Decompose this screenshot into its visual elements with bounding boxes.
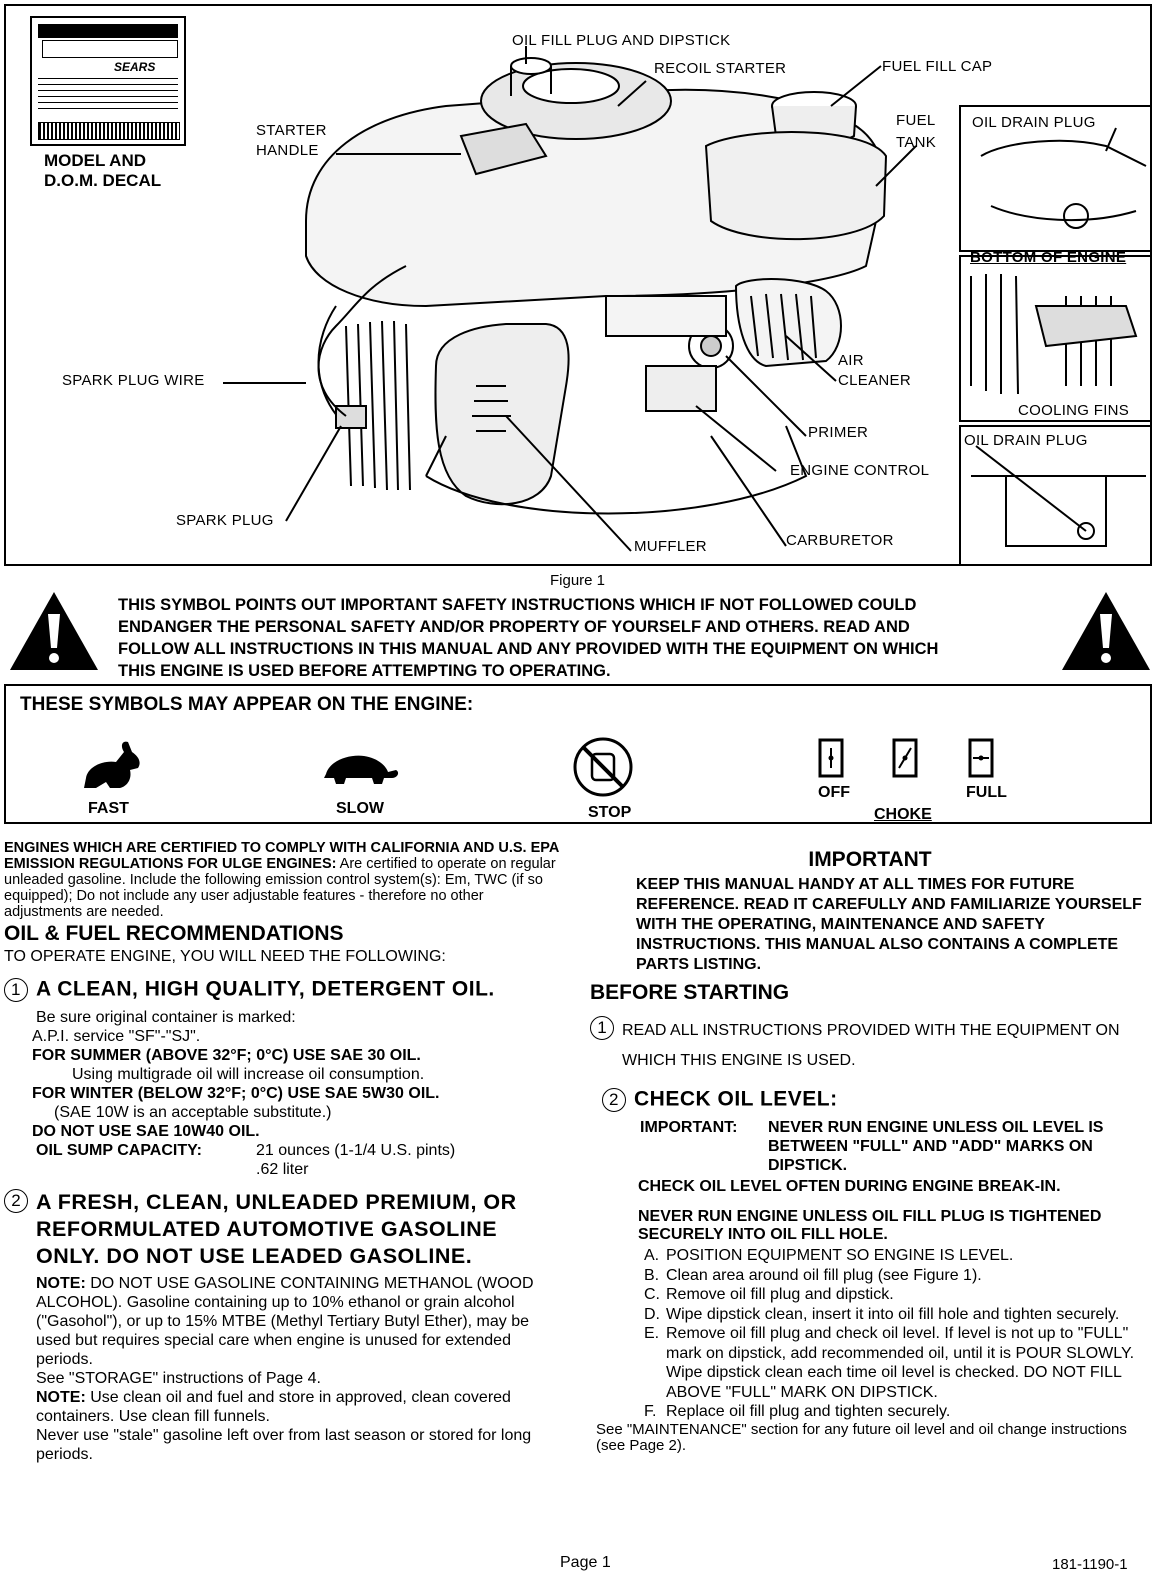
- symbol-off-label: OFF: [818, 784, 850, 801]
- list-item: E. Remove oil fill plug and check oil level. If level is not up to "FULL" mark on dipstick, add recommended oil, until it is POUR SLOWLY. Wipe dipstick clean each time oil level is checked. DO NOT FILL ABOVE "FULL" MARK ON DIPSTICK.: [644, 1325, 1135, 1401]
- important-oil-note: IMPORTANT: NEVER RUN ENGINE UNLESS OIL LEVEL IS BETWEEN "FULL" AND "ADD" MARKS ON DIPSTICK.: [640, 1119, 1104, 1174]
- list-item: A. POSITION EQUIPMENT SO ENGINE IS LEVEL.: [644, 1247, 1014, 1264]
- symbols-title: THESE SYMBOLS MAY APPEAR ON THE ENGINE:: [20, 694, 474, 715]
- list-item: C. Remove oil fill plug and dipstick.: [644, 1286, 894, 1303]
- symbol-choke-label: CHOKE: [874, 806, 932, 823]
- to-operate-text: TO OPERATE ENGINE, YOU WILL NEED THE FOLLOWING:: [4, 948, 446, 965]
- symbol-slow-label: SLOW: [336, 800, 384, 817]
- label-air-cleaner-1: AIR: [838, 352, 864, 369]
- rabbit-icon: [76, 738, 146, 794]
- list-item: D. Wipe dipstick clean, insert it into oil fill hole and tighten securely.: [644, 1305, 1120, 1323]
- decal-caption: MODEL AND D.O.M. DECAL: [44, 151, 162, 190]
- label-starter-handle-1: STARTER: [256, 122, 327, 139]
- important-heading: IMPORTANT: [808, 848, 932, 871]
- note-containers: NOTE: Use clean oil and fuel and store in approved, clean covered containers. Use clean fill funnels.: [36, 1389, 511, 1425]
- label-primer: PRIMER: [808, 424, 869, 441]
- check-oil-heading: 2 CHECK OIL LEVEL:: [590, 1088, 1150, 1112]
- sump-capacity-liter: .62 liter: [256, 1161, 309, 1178]
- document-number: 181-1190-1: [1052, 1556, 1128, 1573]
- oil-heading: 1 A CLEAN, HIGH QUALITY, DETERGENT OIL.: [4, 978, 560, 1002]
- stop-icon: [572, 736, 634, 798]
- never-run-note: NEVER RUN ENGINE UNLESS OIL FILL PLUG IS TIGHTENED SECURELY INTO OIL FILL HOLE.: [638, 1208, 1102, 1243]
- note-methanol: NOTE: DO NOT USE GASOLINE CONTAINING METHANOL (WOOD ALCOHOL). Gasoline containing up to 10% ethanol or grain alcohol ("Gasohol"), or up to 15% MTBE (Methyl Tertiary Butyl Ether), may be used but requires special care when engine is unused for extended periods.: [36, 1275, 534, 1368]
- label-cooling-fins: COOLING FINS: [1018, 402, 1130, 419]
- label-fuel-tank-2: TANK: [896, 134, 937, 151]
- label-muffler: MUFFLER: [634, 538, 707, 555]
- check-often: CHECK OIL LEVEL OFTEN DURING ENGINE BREAK-IN.: [638, 1178, 1061, 1195]
- summer-oil: FOR SUMMER (ABOVE 32°F; 0°C) USE SAE 30 OIL.: [32, 1047, 421, 1064]
- before-starting-heading: BEFORE STARTING: [590, 981, 790, 1004]
- see-maintenance: See "MAINTENANCE" section for any future oil level and oil change instructions (see Page 2).: [596, 1420, 1127, 1454]
- choke-off-icon: [818, 738, 844, 778]
- number-1-icon: 1: [4, 978, 28, 1002]
- label-engine-control: ENGINE CONTROL: [790, 462, 930, 479]
- step-read-all: 1 READ ALL INSTRUCTIONS PROVIDED WITH THE EQUIPMENT ON WHICH THIS ENGINE IS USED.: [590, 1016, 1150, 1076]
- symbol-stop-label: STOP: [588, 804, 632, 821]
- label-starter-handle-2: HANDLE: [256, 142, 319, 159]
- label-fuel-fill-cap: FUEL FILL CAP: [882, 58, 993, 75]
- label-oil-fill: OIL FILL PLUG AND DIPSTICK: [512, 32, 731, 49]
- number-1-icon: 1: [590, 1016, 614, 1040]
- number-2-icon: 2: [4, 1189, 28, 1213]
- symbol-fast-label: FAST: [88, 800, 129, 817]
- stale-gasoline: Never use "stale" gasoline left over from last season or stored for long periods.: [36, 1427, 532, 1463]
- multigrade-note: Using multigrade oil will increase oil consumption.: [72, 1066, 425, 1083]
- label-bottom-of-engine: BOTTOM OF ENGINE: [970, 249, 1127, 266]
- label-recoil-starter: RECOIL STARTER: [654, 60, 787, 77]
- see-storage: See "STORAGE" instructions of Page 4.: [36, 1370, 321, 1387]
- figure-1: [4, 4, 1152, 566]
- left-column: [4, 840, 560, 1464]
- label-oil-drain-top: OIL DRAIN PLUG: [972, 114, 1096, 131]
- right-column: [590, 850, 1150, 1454]
- choke-full-icon: [968, 738, 994, 778]
- label-oil-drain-bottom: OIL DRAIN PLUG: [964, 432, 1088, 449]
- label-fuel-tank-1: FUEL: [896, 112, 936, 129]
- oil-check-steps: [590, 1246, 1150, 1422]
- number-2-icon: 2: [602, 1088, 626, 1112]
- label-spark-plug: SPARK PLUG: [176, 512, 274, 529]
- figure-caption: Figure 1: [549, 572, 606, 589]
- warning-icon-right: [1058, 588, 1154, 674]
- page-number: Page 1: [560, 1554, 611, 1571]
- be-sure-text: Be sure original container is marked:: [36, 1009, 296, 1026]
- label-air-cleaner-2: CLEANER: [838, 372, 911, 389]
- label-carburetor: CARBURETOR: [786, 532, 894, 549]
- sae10w-note: (SAE 10W is an acceptable substitute.): [54, 1104, 332, 1121]
- choke-half-icon: [892, 738, 918, 778]
- warning-icon-left: [6, 588, 102, 674]
- sump-capacity-value: 21 ounces (1-1/4 U.S. pints): [256, 1142, 456, 1159]
- oil-fuel-heading: OIL & FUEL RECOMMENDATIONS: [4, 922, 344, 945]
- sump-capacity-label: OIL SUMP CAPACITY:: [36, 1142, 202, 1159]
- list-item: B. Clean area around oil fill plug (see Figure 1).: [644, 1266, 982, 1284]
- safety-warning: THIS SYMBOL POINTS OUT IMPORTANT SAFETY INSTRUCTIONS WHICH IF NOT FOLLOWED COULD ENDANGER THE PERSONAL SAFETY AND/OR PROPERTY OF YOURSELF AND OTHERS. READ AND FOLLOW ALL INSTRUCTIONS IN THIS MANUAL AND ANY PROVIDED WITH THE EQUIPMENT ON WHICH THIS ENGINE IS USED BEFORE ATTEMPTING TO OPERATING.: [118, 596, 939, 680]
- model-decal: [30, 16, 186, 146]
- decal-brand: SEARS: [114, 60, 156, 74]
- engine-symbols-box: [4, 684, 1152, 824]
- no-10w40: DO NOT USE SAE 10W40 OIL.: [32, 1123, 260, 1140]
- symbol-full-label: FULL: [966, 784, 1007, 801]
- turtle-icon: [320, 752, 400, 786]
- winter-oil: FOR WINTER (BELOW 32°F; 0°C) USE SAE 5W30 OIL.: [32, 1085, 440, 1102]
- label-spark-plug-wire: SPARK PLUG WIRE: [62, 372, 205, 389]
- important-text: KEEP THIS MANUAL HANDY AT ALL TIMES FOR FUTURE REFERENCE. READ IT CAREFULLY AND FAMILIARIZE YOURSELF WITH THE OPERATING, MAINTENANCE AND SAFETY INSTRUCTIONS. THIS MANUAL ALSO CONTAINS A COMPLETE PARTS LISTING.: [636, 876, 1142, 973]
- list-item: F. Replace oil fill plug and tighten securely.: [644, 1403, 951, 1420]
- api-text: A.P.I. service "SF"-"SJ".: [32, 1028, 201, 1045]
- gas-heading: 2 A FRESH, CLEAN, UNLEADED PREMIUM, OR REFORMULATED AUTOMOTIVE GASOLINE ONLY. DO NOT USE LEADED GASOLINE.: [4, 1189, 560, 1270]
- certification-paragraph: ENGINES WHICH ARE CERTIFIED TO COMPLY WITH CALIFORNIA AND U.S. EPA EMISSION REGULATIONS FOR ULGE ENGINES: Are certified to operate on regular unleaded gasoline. Include the following emission control system(s): Em, TWC (if so equipped); Do not include any user adjustable features - therefore no other adjustments are needed.: [4, 840, 559, 920]
